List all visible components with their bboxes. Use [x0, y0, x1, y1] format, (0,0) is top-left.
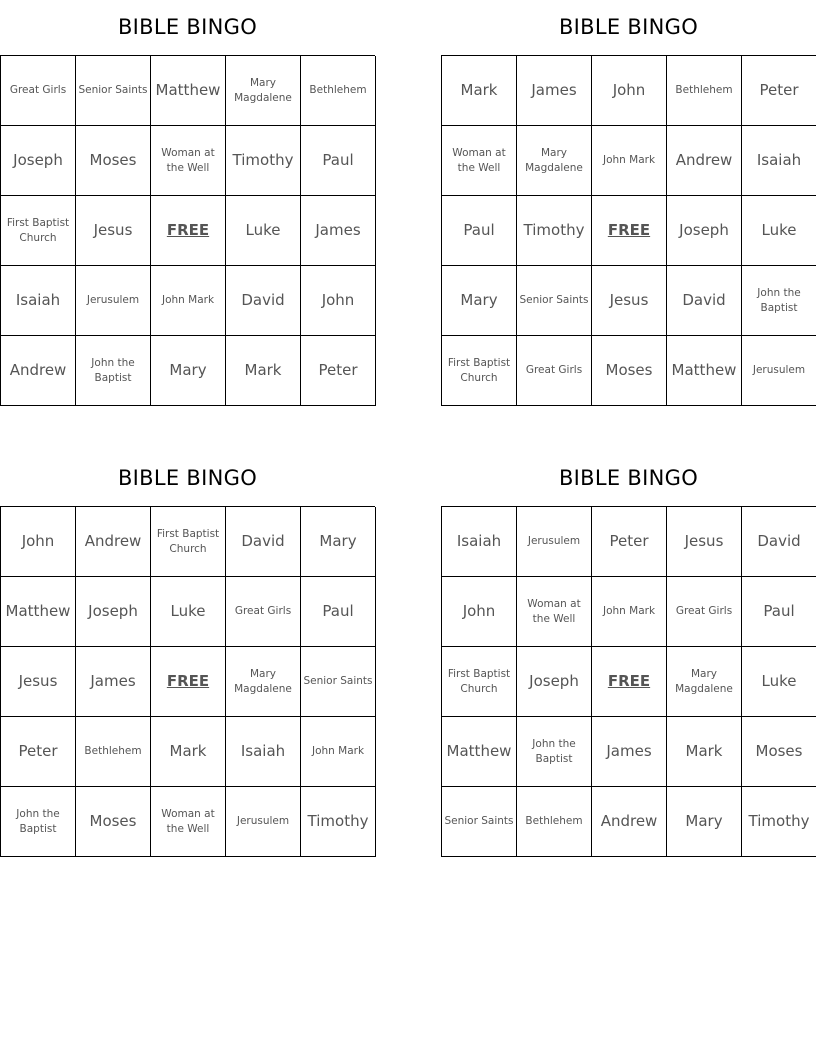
bingo-cell: Isaiah	[1, 266, 76, 336]
bingo-cell: First Baptist Church	[442, 647, 517, 717]
bingo-cell: Mary Magdalene	[667, 647, 742, 717]
bingo-grid	[0, 506, 375, 857]
bingo-cell: Matthew	[442, 717, 517, 787]
bingo-cell: Paul	[301, 126, 376, 196]
bingo-cell: John the Baptist	[742, 266, 816, 336]
bingo-cell: Timothy	[517, 196, 592, 266]
free-space: FREE	[592, 196, 667, 266]
bingo-cell: James	[301, 196, 376, 266]
bingo-cell: Senior Saints	[442, 787, 517, 857]
bingo-cell: Mary Magdalene	[226, 56, 301, 126]
bingo-cell: Senior Saints	[301, 647, 376, 717]
bingo-cell: Jesus	[1, 647, 76, 717]
bingo-cell: Mark	[442, 56, 517, 126]
bingo-cell: James	[517, 56, 592, 126]
bingo-cell: Moses	[76, 126, 151, 196]
bingo-cell: Joseph	[1, 126, 76, 196]
bingo-cell: Isaiah	[742, 126, 816, 196]
bingo-cell: Woman at the Well	[442, 126, 517, 196]
bingo-cell: Andrew	[592, 787, 667, 857]
bingo-cell: Moses	[76, 787, 151, 857]
bingo-cell: Jesus	[76, 196, 151, 266]
bingo-cell: Joseph	[667, 196, 742, 266]
bingo-cell: David	[226, 266, 301, 336]
bingo-card-2	[441, 0, 816, 406]
bingo-cell: John the Baptist	[76, 336, 151, 406]
card-title: BIBLE BINGO	[558, 15, 699, 39]
bingo-cell: Jerusulem	[517, 507, 592, 577]
bingo-cell: David	[226, 507, 301, 577]
bingo-cell: Bethlehem	[517, 787, 592, 857]
bingo-cell: Mary Magdalene	[226, 647, 301, 717]
bingo-cell: Timothy	[226, 126, 301, 196]
bingo-cell: Mark	[226, 336, 301, 406]
bingo-cell: Isaiah	[226, 717, 301, 787]
bingo-cell: Paul	[742, 577, 816, 647]
bingo-cell: Peter	[301, 336, 376, 406]
bingo-cell: James	[592, 717, 667, 787]
bingo-cell: Peter	[742, 56, 816, 126]
bingo-cell: Paul	[442, 196, 517, 266]
bingo-cell: Senior Saints	[517, 266, 592, 336]
bingo-cell: John	[442, 577, 517, 647]
bingo-cell: Joseph	[76, 577, 151, 647]
bingo-cell: John the Baptist	[1, 787, 76, 857]
card-title: BIBLE BINGO	[117, 15, 258, 39]
bingo-cell: Jerusulem	[742, 336, 816, 406]
bingo-cell: Luke	[742, 647, 816, 717]
bingo-cell: John	[1, 507, 76, 577]
bingo-cell: John Mark	[592, 126, 667, 196]
bingo-cell: Great Girls	[517, 336, 592, 406]
bingo-cell: Matthew	[667, 336, 742, 406]
bingo-cell: Jerusulem	[226, 787, 301, 857]
bingo-grid	[441, 506, 816, 857]
bingo-grid	[441, 55, 816, 406]
bingo-cell: Bethlehem	[301, 56, 376, 126]
free-space: FREE	[151, 647, 226, 717]
bingo-cell: Isaiah	[442, 507, 517, 577]
bingo-cell: Luke	[742, 196, 816, 266]
bingo-cell: Andrew	[76, 507, 151, 577]
bingo-cell: First Baptist Church	[151, 507, 226, 577]
bingo-cell: Joseph	[517, 647, 592, 717]
bingo-cell: Mary	[442, 266, 517, 336]
bingo-cell: Woman at the Well	[151, 126, 226, 196]
free-space: FREE	[151, 196, 226, 266]
bingo-cell: Mary Magdalene	[517, 126, 592, 196]
bingo-cell: First Baptist Church	[442, 336, 517, 406]
bingo-cell: Bethlehem	[667, 56, 742, 126]
bingo-cell: Andrew	[1, 336, 76, 406]
bingo-cell: Andrew	[667, 126, 742, 196]
bingo-card-4	[441, 451, 816, 857]
bingo-cell: Great Girls	[226, 577, 301, 647]
bingo-cell: Mary	[151, 336, 226, 406]
bingo-card-3	[0, 451, 375, 857]
bingo-cell: John Mark	[592, 577, 667, 647]
bingo-cell: Woman at the Well	[517, 577, 592, 647]
bingo-cell: Timothy	[301, 787, 376, 857]
bingo-card-1	[0, 0, 375, 406]
bingo-cell: First Baptist Church	[1, 196, 76, 266]
bingo-cell: John the Baptist	[517, 717, 592, 787]
bingo-cell: Matthew	[1, 577, 76, 647]
bingo-cell: Moses	[592, 336, 667, 406]
bingo-cell: Peter	[1, 717, 76, 787]
free-space: FREE	[592, 647, 667, 717]
bingo-cell: Moses	[742, 717, 816, 787]
bingo-cell: Peter	[592, 507, 667, 577]
bingo-cell: Jesus	[667, 507, 742, 577]
bingo-cell: David	[742, 507, 816, 577]
bingo-cell: John	[301, 266, 376, 336]
bingo-cell: David	[667, 266, 742, 336]
bingo-cell: Jesus	[592, 266, 667, 336]
bingo-cell: Woman at the Well	[151, 787, 226, 857]
bingo-cell: Luke	[151, 577, 226, 647]
bingo-cell: Mark	[151, 717, 226, 787]
bingo-cell: Senior Saints	[76, 56, 151, 126]
bingo-cell: Jerusulem	[76, 266, 151, 336]
card-title: BIBLE BINGO	[117, 466, 258, 490]
bingo-cell: Mark	[667, 717, 742, 787]
bingo-cell: John	[592, 56, 667, 126]
bingo-cell: John Mark	[151, 266, 226, 336]
bingo-cell: Mary	[667, 787, 742, 857]
bingo-cell: Matthew	[151, 56, 226, 126]
bingo-cell: Timothy	[742, 787, 816, 857]
bingo-cell: Bethlehem	[76, 717, 151, 787]
bingo-cell: Mary	[301, 507, 376, 577]
bingo-grid	[0, 55, 375, 406]
bingo-cell: James	[76, 647, 151, 717]
card-title: BIBLE BINGO	[558, 466, 699, 490]
bingo-cell: Luke	[226, 196, 301, 266]
bingo-cell: Great Girls	[667, 577, 742, 647]
bingo-cell: John Mark	[301, 717, 376, 787]
bingo-cell: Paul	[301, 577, 376, 647]
bingo-cell: Great Girls	[1, 56, 76, 126]
